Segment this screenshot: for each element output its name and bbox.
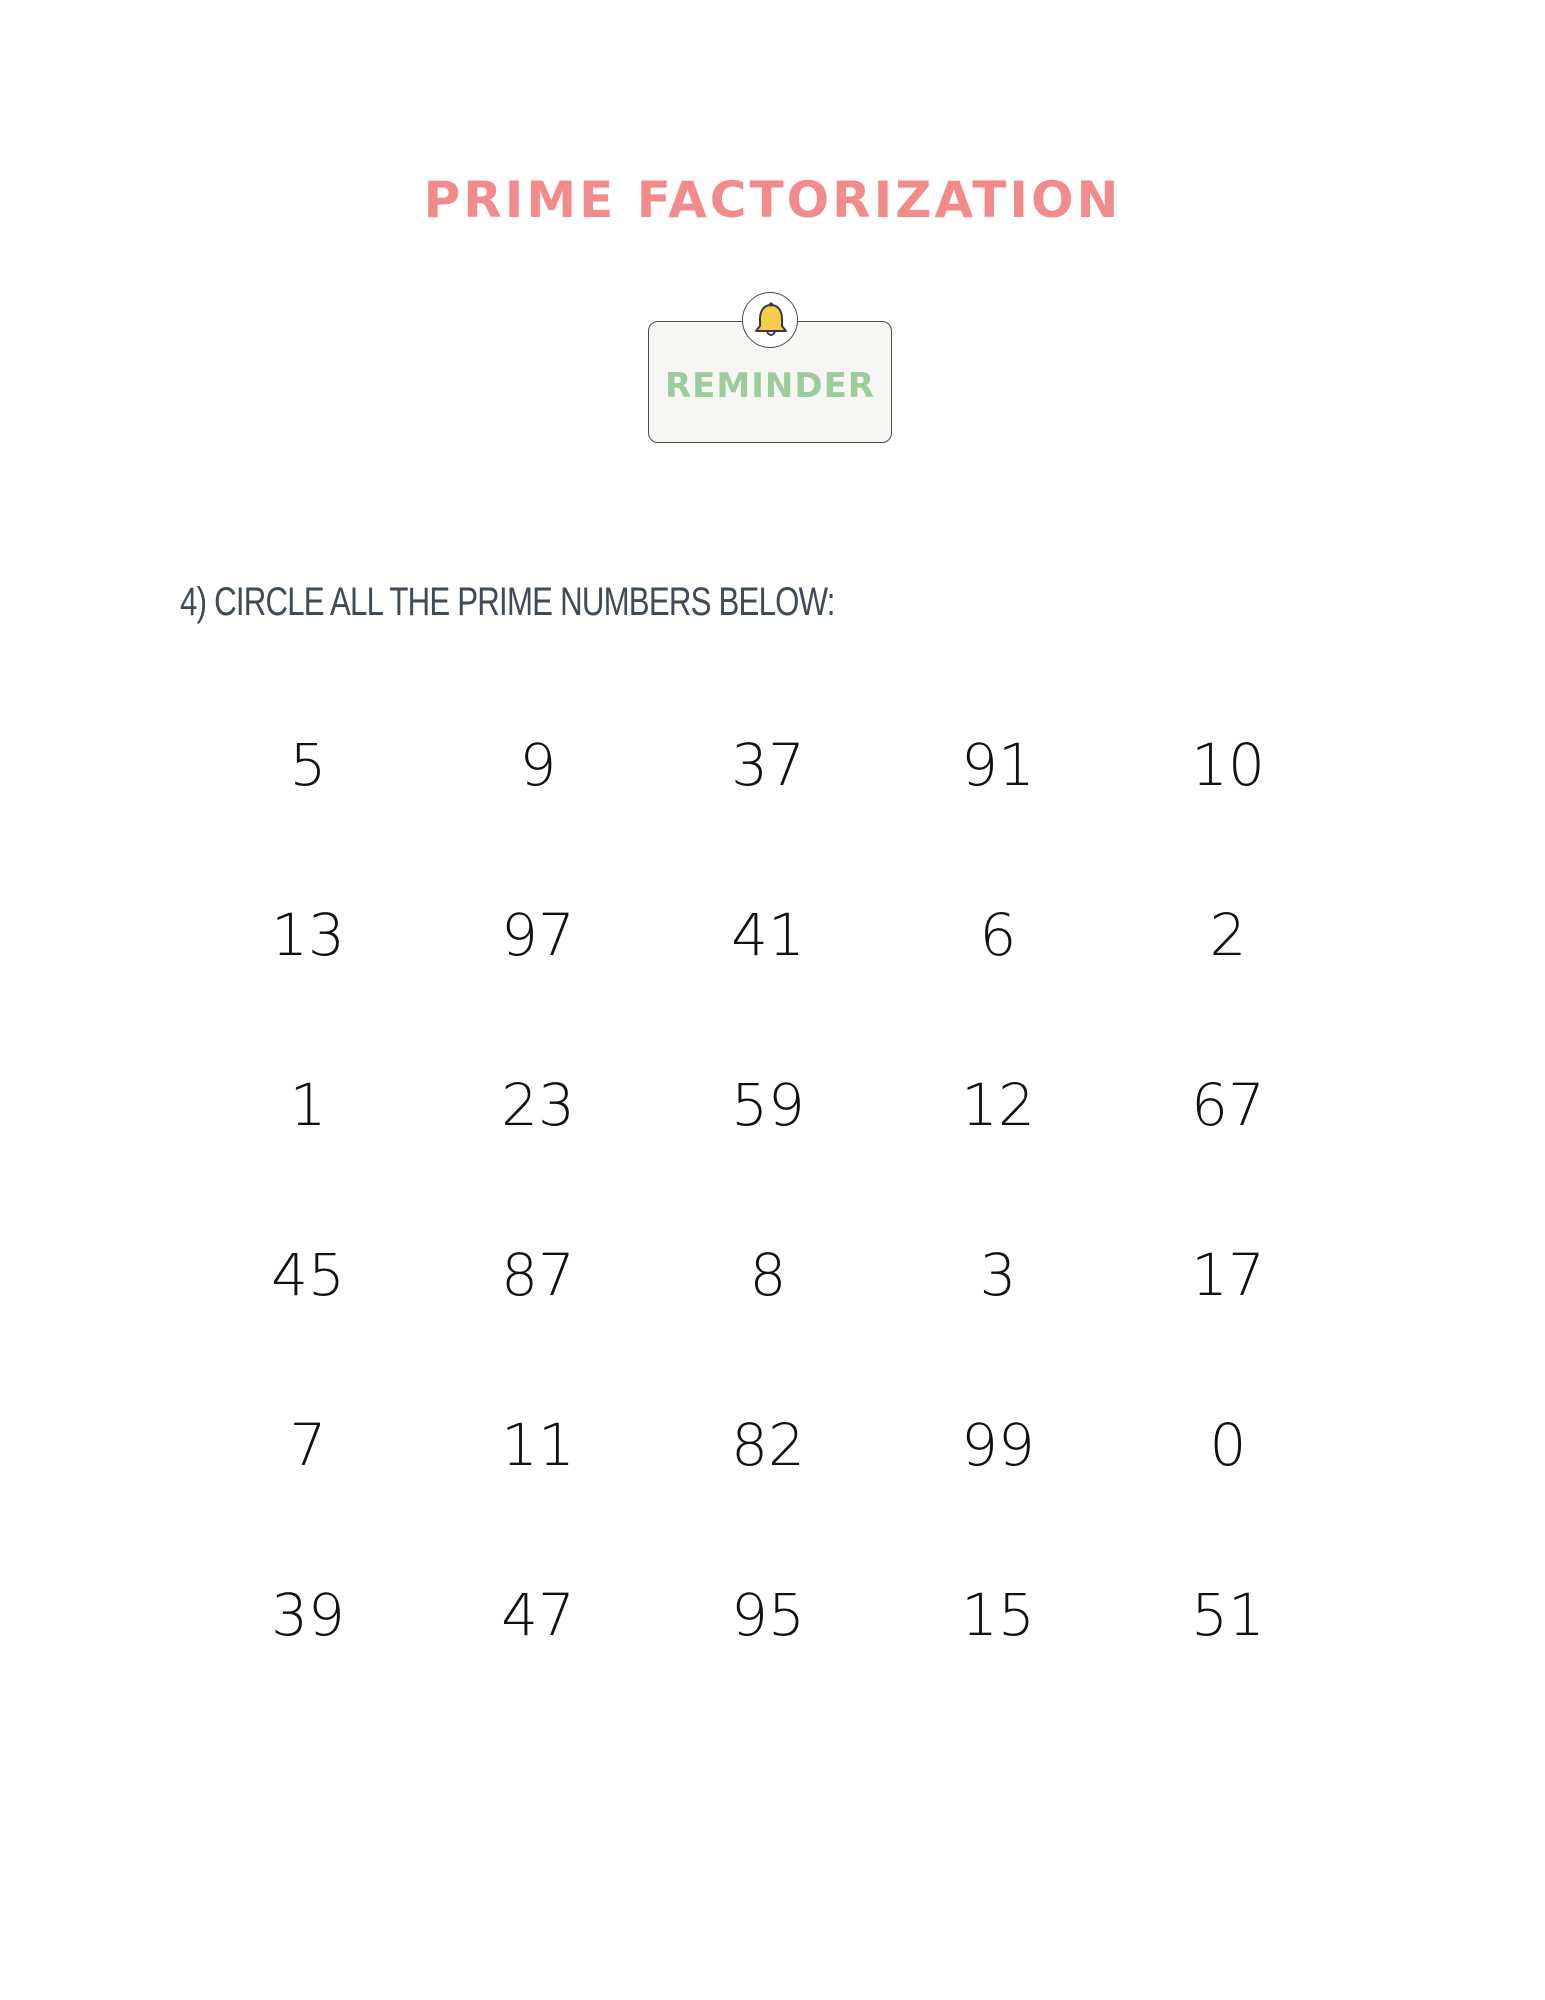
- number-cell[interactable]: 45: [271, 1241, 345, 1309]
- number-cell[interactable]: 97: [501, 901, 575, 969]
- number-cell[interactable]: 37: [731, 731, 805, 799]
- number-cell[interactable]: 10: [1191, 731, 1265, 799]
- number-cell[interactable]: 41: [731, 901, 805, 969]
- number-cell[interactable]: 7: [289, 1411, 327, 1479]
- number-cell[interactable]: 23: [501, 1071, 575, 1139]
- reminder-label: REMINDER: [665, 366, 875, 406]
- question-prompt: 4) CIRCLE ALL THE PRIME NUMBERS BELOW:: [180, 580, 835, 624]
- bell-icon: [753, 301, 789, 339]
- bell-badge: [742, 292, 798, 348]
- number-cell[interactable]: 39: [271, 1581, 345, 1649]
- page-title: PRIME FACTORIZATION: [423, 171, 1122, 229]
- number-cell[interactable]: 0: [1209, 1411, 1247, 1479]
- number-cell[interactable]: 95: [731, 1581, 805, 1649]
- number-cell[interactable]: 15: [961, 1581, 1035, 1649]
- number-cell[interactable]: 99: [961, 1411, 1035, 1479]
- number-cell[interactable]: 11: [501, 1411, 575, 1479]
- number-cell[interactable]: 82: [731, 1411, 805, 1479]
- number-cell[interactable]: 8: [749, 1241, 787, 1309]
- number-cell[interactable]: 87: [501, 1241, 575, 1309]
- number-cell[interactable]: 91: [961, 731, 1035, 799]
- number-cell[interactable]: 6: [979, 901, 1017, 969]
- number-cell[interactable]: 17: [1191, 1241, 1265, 1309]
- number-cell[interactable]: 12: [961, 1071, 1035, 1139]
- number-cell[interactable]: 51: [1191, 1581, 1265, 1649]
- number-cell[interactable]: 9: [519, 731, 557, 799]
- number-cell[interactable]: 1: [289, 1071, 327, 1139]
- number-cell[interactable]: 13: [271, 901, 345, 969]
- number-cell[interactable]: 2: [1209, 901, 1247, 969]
- number-cell[interactable]: 47: [501, 1581, 575, 1649]
- number-grid: [193, 720, 1343, 1740]
- number-cell[interactable]: 59: [731, 1071, 805, 1139]
- number-cell[interactable]: 67: [1191, 1071, 1265, 1139]
- number-cell[interactable]: 5: [289, 731, 327, 799]
- number-cell[interactable]: 3: [979, 1241, 1017, 1309]
